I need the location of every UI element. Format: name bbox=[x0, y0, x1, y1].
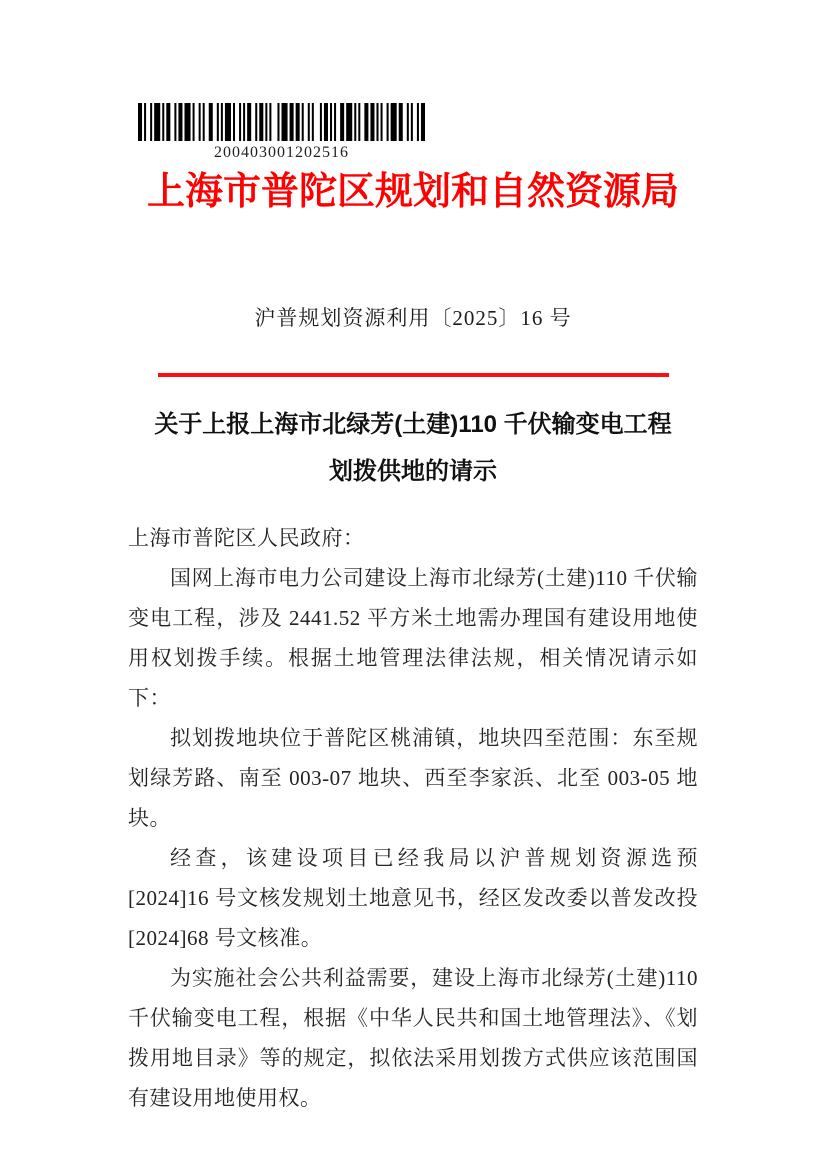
document-reference-number: 沪普规划资源利用〔2025〕16 号 bbox=[254, 306, 572, 330]
body-paragraph: 经查，该建设项目已经我局以沪普规划资源选预[2024]16 号文核发规划土地意见书，经区发改委以普发改投[2024]68 号文核准。 bbox=[128, 846, 698, 950]
salutation: 上海市普陀区人民政府： bbox=[128, 526, 365, 550]
issuing-authority-title: 上海市普陀区规划和自然资源局 bbox=[146, 171, 679, 213]
barcode-number: 200403001202516 bbox=[214, 144, 349, 161]
red-divider-rule bbox=[158, 373, 669, 377]
body-paragraph: 国网上海市电力公司建设上海市北绿芳(土建)110 千伏输变电工程，涉及 2441.52 平方米土地需办理国有建设用地使用权划拨手续。根据土地管理法律法规，相关情况请示如下： bbox=[128, 566, 698, 710]
barcode-block bbox=[138, 103, 425, 162]
barcode-icon bbox=[138, 103, 425, 141]
document-title bbox=[63, 401, 763, 495]
document-title-line2: 划拨供地的请示 bbox=[329, 458, 497, 485]
body-paragraph: 为实施社会公共利益需要，建设上海市北绿芳(土建)110 千伏输变电工程，根据《中华人民共和国土地管理法》、《划拨用地目录》等的规定，拟依法采用划拨方式供应该范围国有建设用地使用权。 bbox=[128, 966, 698, 1110]
body-paragraph: 拟划拨地块位于普陀区桃浦镇，地块四至范围：东至规划绿芳路、南至 003-07 地块、西至李家浜、北至 003-05 地块。 bbox=[128, 726, 698, 830]
document-title-line1: 关于上报上海市北绿芳(土建)110 千伏输变电工程 bbox=[154, 411, 672, 438]
document-body bbox=[128, 518, 698, 1118]
